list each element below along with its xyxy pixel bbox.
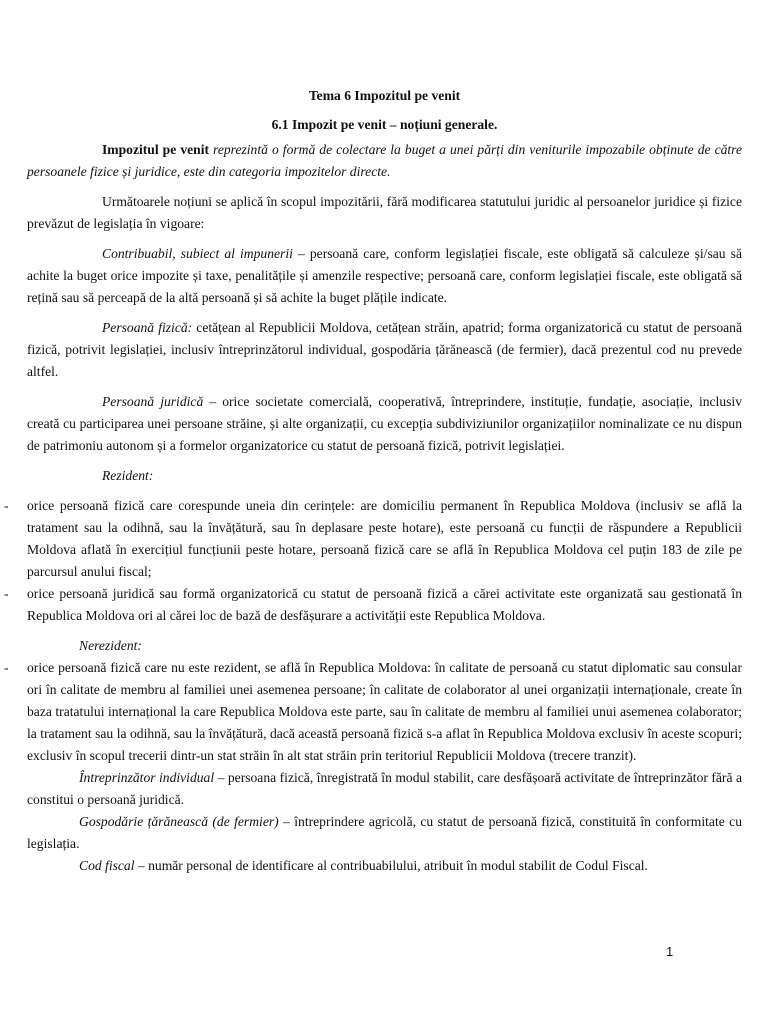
section-heading: 6.1 Impozit pe venit – noțiuni generale. bbox=[271, 117, 498, 132]
definition-term: Întreprinzător individual bbox=[79, 770, 215, 785]
definition-intreprinzator bbox=[27, 767, 742, 811]
bullet-text: orice persoană fizică care corespunde uneia din cerințele: are domiciliu permanent în Republica Moldova (inclusiv se află la tratament sau la odihnă, sau la învățătură, sau în deplasare peste hotare), este persoană cu funcții de răspundere a Republicii Moldova aflată în exercițiul funcțiunii peste hotare, persoană fizică care se află în Republica Moldova cel puțin 183 de zile pe parcursul anului fiscal; bbox=[27, 498, 742, 579]
bullet-text: orice persoană juridică sau formă organizatorică cu statut de persoană fizică a cărei activitate este organizată sau gestionată în Republica Moldova ori al cărei loc de bază de desfășurare a activității este Republica Moldova. bbox=[27, 586, 742, 623]
notions-paragraph: Următoarele noțiuni se aplică în scopul impozitării, fără modificarea statutului juridic al persoanelor juridice și fizice prevăzut de legislația în vigoare: bbox=[27, 194, 742, 231]
definition-cod-fiscal bbox=[27, 855, 742, 877]
document-title: Tema 6 Impozitul pe venit bbox=[308, 88, 461, 103]
definition-text: – număr personal de identificare al contribuabilului, atribuit în modul stabilit de Codul Fiscal. bbox=[134, 858, 648, 873]
definition-gospodarie bbox=[27, 811, 742, 855]
bullet-text: orice persoană fizică care nu este rezident, se află în Republica Moldova: în calitate de persoană cu statut diplomatic sau consular ori în calitate de membru al familiei unei asemenea persoane; în calitate de colaborator al unei organizații internaționale, create în baza tratatului internațional la care Republica Moldova este parte, sau în calitate de membru al familiei unui asemenea colaborator; la tratament sau la odihnă, sau la învățătură, dacă această persoană fizică s-a aflat în Republica Moldova exclusiv în aceste scopuri; exclusiv în scopul trecerii dintr-un stat străin în alt stat străin prin teritoriul Republicii Moldova (trecere tranzit). bbox=[27, 660, 742, 763]
bullet-dash: - bbox=[4, 586, 9, 601]
definition-term: Persoană fizică: bbox=[102, 320, 193, 335]
rezident-heading: Rezident: bbox=[102, 468, 154, 483]
rezident-bullet-2 bbox=[4, 583, 742, 627]
definition-term: Persoană juridică bbox=[102, 394, 204, 409]
definition-contribuabil bbox=[27, 243, 742, 309]
definition-persoana-fizica bbox=[27, 317, 742, 383]
definition-text: – întreprindere agricolă, cu statut de persoană fizică, constituită în conformitate cu legislația. bbox=[27, 814, 742, 851]
intro-term: Impozitul pe venit bbox=[102, 142, 210, 157]
definition-term: Gospodărie țărănească (de fermier) bbox=[79, 814, 279, 829]
definition-term: Cod fiscal bbox=[79, 858, 135, 873]
definition-text: cetățean al Republicii Moldova, cetățean străin, apatrid; forma organizatorică cu statut de persoană fizică, potrivit legislației, inclusiv întreprinzătorul individual, gospodăria țărănească (de fermier), dacă prezentul cod nu prevede altfel. bbox=[27, 320, 742, 379]
definition-text: – orice societate comercială, cooperativă, întreprindere, instituție, fundație, asociație, inclusiv creată cu participarea unei persoane străine, și alte organizații, cu excepția subdiviziunilor organizațiilor nominalizate ce nu dispun de patrimoniu autonom și a formelor organizatorice cu statut de persoană fizică, potrivit legislației. bbox=[27, 394, 742, 453]
definition-text: – persoană care, conform legislației fiscale, este obligată să calculeze și/sau să achite la buget orice impozite și taxe, penalitățile și amenzile respective; persoană care, conform legislației fiscale, este obligată să rețină sau să perceapă de la altă persoană și să achite la buget plățile indicate. bbox=[27, 246, 742, 305]
bullet-dash: - bbox=[4, 660, 9, 675]
nerezident-heading: Nerezident: bbox=[79, 638, 142, 653]
definition-persoana-juridica bbox=[27, 391, 742, 457]
intro-paragraph bbox=[27, 139, 742, 183]
bullet-dash: - bbox=[4, 498, 9, 513]
definition-term: Contribuabil, subiect al impunerii bbox=[102, 246, 293, 261]
document-body bbox=[4, 85, 742, 877]
rezident-bullet-1 bbox=[4, 495, 742, 583]
page-number: 1 bbox=[666, 944, 674, 959]
nerezident-bullet-1 bbox=[4, 657, 742, 767]
definition-text: – persoana fizică, înregistrată în modul stabilit, care desfășoară activitate de întreprinzător fără a constitui o persoană juridică. bbox=[27, 770, 742, 807]
intro-text: reprezintă o formă de colectare la buget a unei părți din veniturile impozabile obținute de către persoanele fizice și juridice, este din categoria impozitelor directe. bbox=[27, 142, 742, 179]
